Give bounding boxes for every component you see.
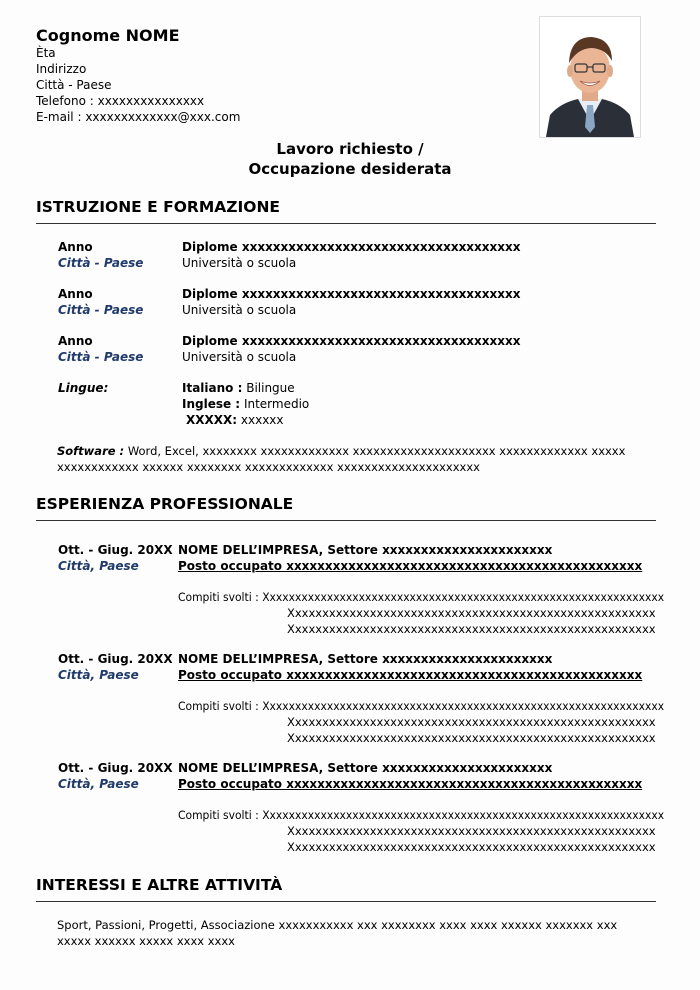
job-position: Posto occupato xxxxxxxxxxxxxxxxxxxxxxxxxxxxxxxxxxxxxxxxxxxxxx [178,777,643,791]
language-item [182,397,309,411]
software-label: Software : [57,444,125,458]
interests-divider [36,901,656,902]
task-text: Xxxxxxxxxxxxxxxxxxxxxxxxxxxxxxxxxxxxxxxxxxxxxxxxxxxxxxxxxxxxxxx [262,808,665,822]
education-year: Anno [58,287,93,301]
task-text: Xxxxxxxxxxxxxxxxxxxxxxxxxxxxxxxxxxxxxxxxxxxxxxxxxxxxxx [287,622,656,636]
education-diploma: Diplome xxxxxxxxxxxxxxxxxxxxxxxxxxxxxxxxxxxx [182,287,521,301]
experience-heading: ESPERIENZA PROFESSIONALE [36,495,294,513]
job-position: Posto occupato xxxxxxxxxxxxxxxxxxxxxxxxxxxxxxxxxxxxxxxxxxxxxx [178,559,643,573]
email-label: E-mail : [36,110,82,124]
education-heading: ISTRUZIONE E FORMAZIONE [36,198,281,216]
task-text: Xxxxxxxxxxxxxxxxxxxxxxxxxxxxxxxxxxxxxxxxxxxxxxxxxxxxxx [287,731,656,745]
tasks-label: Compiti svolti : [178,699,259,713]
job-period: Ott. - Giug. 20XX [58,652,173,666]
software-text: Word, Excel, xxxxxxxx xxxxxxxxxxxxx xxxxxxxxxxxxxxxxxxxxx xxxxxxxxxxxxx xxxxx xxxxxxxxxxxx xxxxxx xxxxxxxx xxxxxxxxxxxxx xxxxxxxxxxxxxxxxxxxxx [57,444,626,474]
task-text: Xxxxxxxxxxxxxxxxxxxxxxxxxxxxxxxxxxxxxxxxxxxxxxxxxxxxxxxxxxxxxxx [262,590,665,604]
education-year: Anno [58,240,93,254]
interests-text: Sport, Passioni, Progetti, Associazione xxxxxxxxxxx xxx xxxxxxxx xxxx xxxx xxxxxx xxxxxxx xxx xxxxx xxxxxx xxxxx xxxx xxxx [57,918,618,948]
tasks-label: Compiti svolti : [178,808,259,822]
language-level: xxxxxx [240,413,284,427]
address: Indirizzo [36,62,87,76]
job-tasks-line [178,590,664,604]
language-name: Inglese : [182,397,241,411]
job-period: Ott. - Giug. 20XX [58,543,173,557]
candidate-name: Cognome NOME [36,26,180,45]
phone [36,94,204,108]
language-name: Italiano : [182,381,243,395]
software-paragraph [57,443,647,475]
job-position: Posto occupato xxxxxxxxxxxxxxxxxxxxxxxxxxxxxxxxxxxxxxxxxxxxxx [178,668,643,682]
job-tasks-line [178,699,664,713]
tasks-label: Compiti svolti : [178,590,259,604]
task-text: Xxxxxxxxxxxxxxxxxxxxxxxxxxxxxxxxxxxxxxxxxxxxxxxxxxxxxx [287,824,656,838]
education-divider [36,223,656,224]
language-item [182,381,295,395]
languages-label: Lingue: [58,381,109,395]
education-place: Città - Paese [58,303,144,317]
job-period: Ott. - Giug. 20XX [58,761,173,775]
interests-heading: INTERESSI E ALTRE ATTIVITÀ [36,876,283,894]
email-value: xxxxxxxxxxxxx@xxx.com [85,110,241,124]
email [36,110,240,124]
job-place: Città, Paese [58,559,139,573]
education-place: Città - Paese [58,350,144,364]
job-company: NOME DELL’IMPRESA, Settore xxxxxxxxxxxxxxxxxxxxxx [178,761,553,775]
job-place: Città, Paese [58,777,139,791]
experience-divider [36,520,656,521]
job-title-line1: Lavoro richiesto / [276,140,424,158]
city-country: Città - Paese [36,78,112,92]
language-level: Intermedio [243,397,310,411]
job-tasks-line [178,808,664,822]
task-text: Xxxxxxxxxxxxxxxxxxxxxxxxxxxxxxxxxxxxxxxxxxxxxxxxxxxxxx [287,840,656,854]
language-name: XXXXX: [186,413,238,427]
education-diploma: Diplome xxxxxxxxxxxxxxxxxxxxxxxxxxxxxxxxxxxx [182,240,521,254]
education-school: Università o scuola [182,350,297,364]
language-level: Bilingue [246,381,295,395]
job-company: NOME DELL’IMPRESA, Settore xxxxxxxxxxxxxxxxxxxxxx [178,543,553,557]
job-place: Città, Paese [58,668,139,682]
task-text: Xxxxxxxxxxxxxxxxxxxxxxxxxxxxxxxxxxxxxxxxxxxxxxxxxxxxxx [287,606,656,620]
task-text: Xxxxxxxxxxxxxxxxxxxxxxxxxxxxxxxxxxxxxxxxxxxxxxxxxxxxxx [287,715,656,729]
language-item [186,413,284,427]
education-school: Università o scuola [182,256,297,270]
education-year: Anno [58,334,93,348]
education-place: Città - Paese [58,256,144,270]
job-company: NOME DELL’IMPRESA, Settore xxxxxxxxxxxxxxxxxxxxxx [178,652,553,666]
education-school: Università o scuola [182,303,297,317]
phone-label: Telefono : [36,94,94,108]
job-title-line2: Occupazione desiderata [248,160,452,178]
profile-photo [539,16,641,138]
education-diploma: Diplome xxxxxxxxxxxxxxxxxxxxxxxxxxxxxxxxxxxx [182,334,521,348]
phone-value: xxxxxxxxxxxxxxx [97,94,205,108]
age: Èta [36,46,56,60]
task-text: Xxxxxxxxxxxxxxxxxxxxxxxxxxxxxxxxxxxxxxxxxxxxxxxxxxxxxxxxxxxxxxx [262,699,665,713]
